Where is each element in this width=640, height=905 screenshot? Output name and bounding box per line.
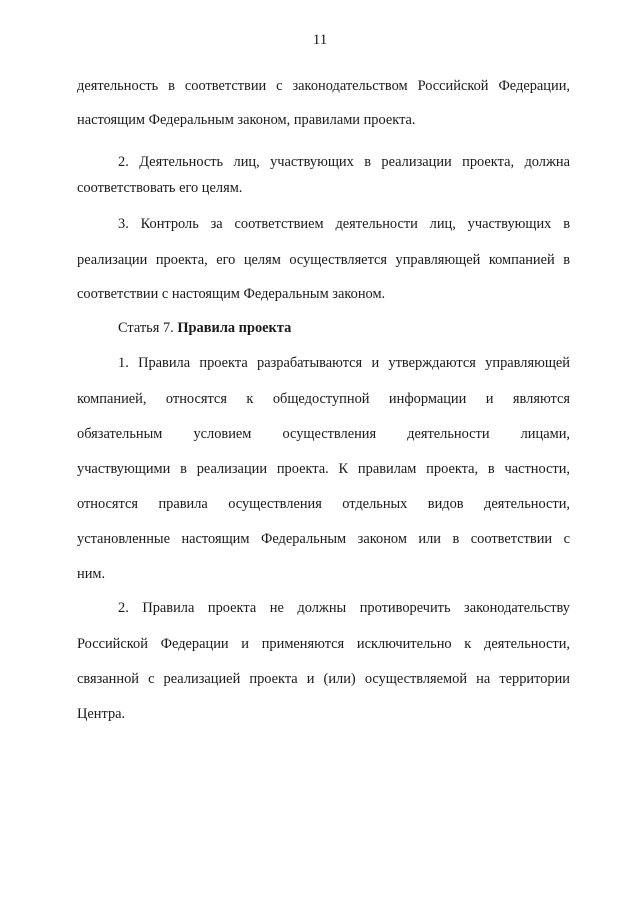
text-line: обязательным условием осуществления деятельности лицами, — [77, 426, 570, 442]
text-line: соответствии с настоящим Федеральным законом. — [77, 286, 386, 302]
text-line: Российской Федерации и применяются исключительно к деятельности, — [77, 636, 570, 652]
text-line: соответствовать его целям. — [77, 180, 243, 196]
text-line: 2. Деятельность лиц, участвующих в реализации проекта, должна — [118, 154, 570, 170]
text-line: настоящим Федеральным законом, правилами проекта. — [77, 112, 416, 128]
article-heading — [118, 318, 570, 338]
text-line: 1. Правила проекта разрабатываются и утверждаются управляющей — [118, 355, 570, 371]
text-line: связанной с реализацией проекта и (или) осуществляемой на территории — [77, 671, 570, 687]
text-line: деятельность в соответствии с законодательством Российской Федерации, — [77, 78, 570, 94]
text-line: 3. Контроль за соответствием деятельности лиц, участвующих в — [118, 216, 570, 232]
page-number: 11 — [312, 32, 328, 48]
text-line: реализации проекта, его целям осуществляется управляющей компанией в — [77, 252, 570, 268]
text-line: компанией, относятся к общедоступной информации и являются — [77, 391, 570, 407]
text-line: установленные настоящим Федеральным законом или в соответствии с — [77, 531, 570, 547]
text-line: относятся правила осуществления отдельных видов деятельности, — [77, 496, 570, 512]
text-line: ним. — [77, 566, 106, 582]
article-prefix: Статья 7. — [118, 320, 174, 336]
text-line: 2. Правила проекта не должны противоречить законодательству — [118, 600, 570, 616]
text-line: Центра. — [77, 706, 126, 722]
article-title: Правила проекта — [177, 320, 292, 336]
text-line: участвующими в реализации проекта. К правилам проекта, в частности, — [77, 461, 570, 477]
